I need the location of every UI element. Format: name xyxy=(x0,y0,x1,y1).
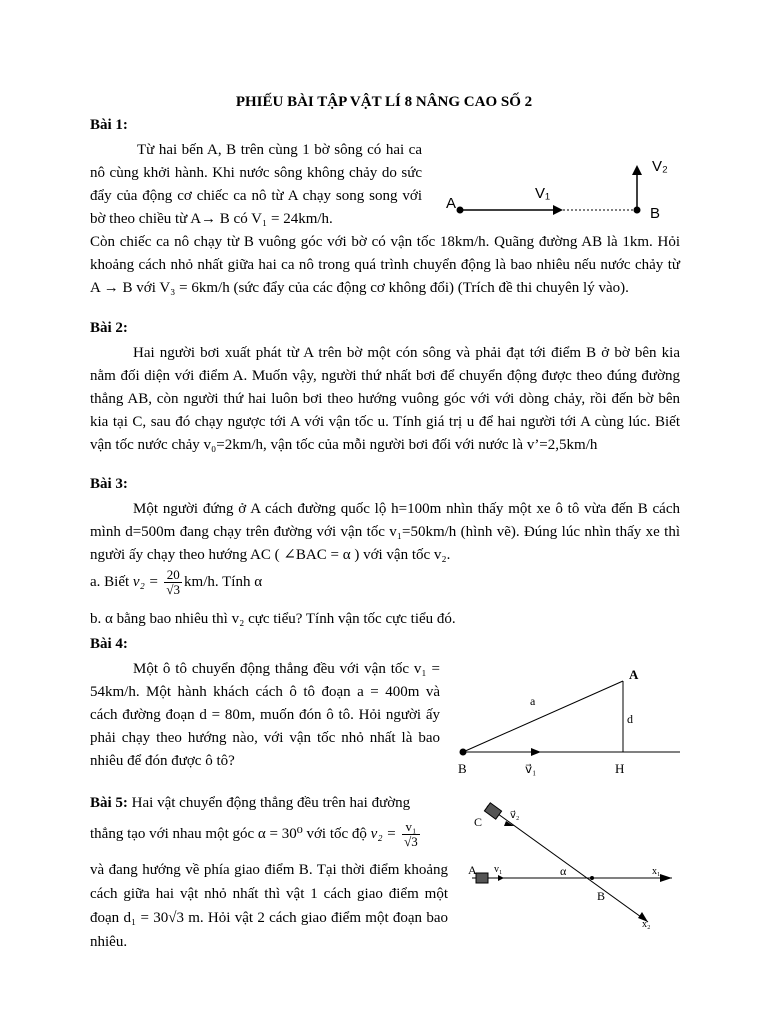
bai1-v2-arrowhead xyxy=(632,165,642,175)
bai5-heading: Bài 5: xyxy=(90,795,128,811)
bai3-fraction-num: 20 xyxy=(164,568,182,583)
bai5-label-v1: v₁ xyxy=(494,864,503,875)
bai4-side-a xyxy=(463,681,623,752)
bai5-line1-text: Hai vật chuyển động thẳng đều trên hai đường xyxy=(131,795,411,811)
bai1-label-v1: V₁ xyxy=(535,185,551,202)
bai1-text-full: Còn chiếc ca nô chạy từ B vuông góc với bờ có vận tốc 18km/h. Quãng đường AB là 1km. Hỏi khoảng cách nhỏ nhất giữa hai ca nô trong quá trình chuyển động là bao nhiêu nếu nước chảy từ A → B với V₃ = 6km/h (sức đẩy của các động cơ không đổi) (Trích đề thi chuyên lý vào). xyxy=(90,234,680,296)
bai5-point-b xyxy=(590,876,594,880)
bai5-label-b: B xyxy=(597,889,606,903)
bai5-label-v2: v⃗₂ xyxy=(510,810,520,821)
bai1-heading: Bài 1: xyxy=(90,117,128,133)
bai3-part-a-suffix: km/h. Tính α xyxy=(184,573,263,590)
bai5-line2-prefix: thẳng tạo với nhau một góc α = 30⁰ với tốc độ xyxy=(90,825,367,842)
bai4-label-b: B xyxy=(458,761,467,776)
bai5-axis-x2 xyxy=(487,806,648,922)
bai3-part-a-var: v₂ = xyxy=(132,573,159,590)
bai3-fraction-den: √3 xyxy=(166,582,181,597)
bai5-fraction-num: v₁ xyxy=(402,820,420,835)
bai4-label-a: A xyxy=(629,667,639,682)
bai3-part-a xyxy=(90,568,262,597)
bai5-line1 xyxy=(90,792,410,815)
bai5-label-x1: x₁ xyxy=(652,866,661,877)
bai5-label-c: C xyxy=(474,815,483,829)
bai5-fraction-den: √3 xyxy=(404,834,418,849)
bai1-label-b: B xyxy=(650,205,661,222)
bai5-figure xyxy=(462,798,677,933)
bai2-text: Hai người bơi xuất phát từ A trên bờ một cón sông và phải đạt tới điểm B ở bờ bên kia nằm đối diện với điểm A. Muốn vậy, người thứ nhất bơi để chuyển động được theo đúng đường thẳng AB, còn người thứ hai luôn bơi theo hướng vuông góc với với dòng chảy, rồi đến bờ bên kia tại C, sau đó chạy ngược tới A với vận tốc u. Tính giá trị u để hai người tới A cùng lúc. Biết vận tốc nước chảy v₀=2km/h, vận tốc của mỗi người bơi đối với nước là v’=2,5km/h xyxy=(90,345,680,453)
bai5-label-alpha: α xyxy=(560,864,567,878)
bai5-x1-arrowhead xyxy=(660,874,672,882)
bai3-part-a-prefix: a. Biết xyxy=(90,573,130,590)
bai5-v1-arrowhead xyxy=(498,875,504,881)
bai4-point-b xyxy=(460,749,467,756)
bai5-label-a: A xyxy=(468,863,477,877)
bai4-label-side-a: a xyxy=(530,694,536,708)
bai4-label-h: H xyxy=(615,761,625,776)
bai1-text-side: Từ hai bến A, B trên cùng 1 bờ sông có hai ca nô cùng khởi hành. Khi nước sông không chảy do sức đẩy của động cơ chiếc ca nô từ A chạy song song với bờ theo chiều từ A→ B có V₁ = 24km/h. xyxy=(90,142,422,227)
bai5-object-a xyxy=(476,873,488,883)
bai1-point-a xyxy=(457,207,464,214)
bai5-line2 xyxy=(90,820,422,849)
bai1-label-a: A xyxy=(446,195,457,212)
bai1-v1-arrowhead xyxy=(553,205,563,215)
bai5-line2-var: v₂ = xyxy=(370,825,397,842)
bai4-v1-arrowhead xyxy=(531,748,541,756)
bai5-text-rest: và đang hướng về phía giao điểm B. Tại thời điểm khoảng cách giữa hai vật nhỏ nhất thì vật 1 cách giao điểm một đoạn d₁ = 30√3 m. Hỏi vật 2 cách giao điểm một đoạn bao nhiêu. xyxy=(90,862,448,950)
bai4-label-d: d xyxy=(627,712,633,726)
bai4-figure xyxy=(455,665,685,780)
page-title: PHIẾU BÀI TẬP VẬT LÍ 8 NÂNG CAO SỐ 2 xyxy=(235,94,533,110)
bai5-fraction xyxy=(402,820,420,849)
bai2-heading: Bài 2: xyxy=(90,320,128,336)
bai1-label-v2: V₂ xyxy=(652,158,668,175)
bai4-label-v1: v⃗₁ xyxy=(525,762,537,776)
bai4-text: Một ô tô chuyển động thẳng đều với vận tốc v₁ = 54km/h. Một hành khách cách ô tô đoạn a = 400m và cách đường đoạn d = 80m, muốn đón ô tô. Hỏi người ấy phải chạy theo hướng nào, với vận tốc nhỏ nhất là bao nhiêu để đón được ô tô? xyxy=(90,661,440,769)
bai5-object-c xyxy=(484,803,501,819)
bai3-part-b: b. α bằng bao nhiêu thì v₂ cực tiểu? Tính vận tốc cực tiểu đó. xyxy=(90,611,456,627)
bai3-fraction xyxy=(164,568,182,597)
bai5-object-c-body xyxy=(484,803,501,819)
bai3-heading: Bài 3: xyxy=(90,476,128,492)
bai4-heading: Bài 4: xyxy=(90,636,128,652)
bai3-text: Một người đứng ở A cách đường quốc lộ h=100m nhìn thấy một xe ô tô vừa đến B cách mình d=500m đang chạy trên đường với vận tốc v₁=50km/h (hình vẽ). Đúng lúc nhìn thấy xe thì người ấy chạy theo hướng AC ( ∠BAC = α ) với vận tốc v₂. xyxy=(90,501,680,563)
bai5-label-x2: x₂ xyxy=(642,919,651,930)
bai1-figure xyxy=(440,150,680,225)
